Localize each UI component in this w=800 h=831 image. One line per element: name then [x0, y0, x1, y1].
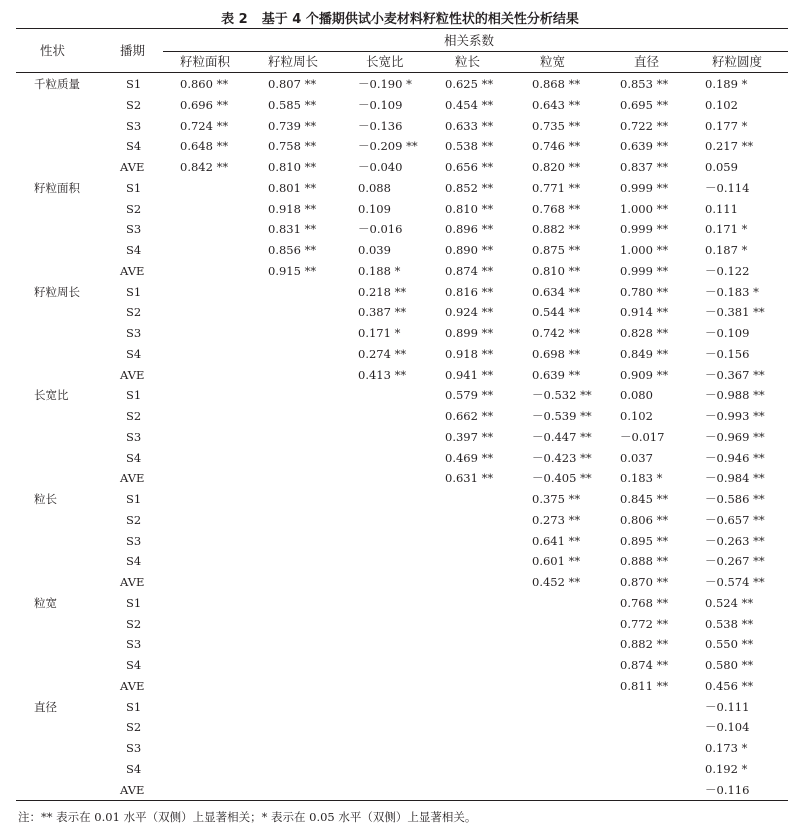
column-header: 粒宽: [540, 54, 566, 69]
correlation-value: －0.984 **: [705, 471, 765, 486]
period-label: S4: [126, 450, 142, 465]
correlation-value: 1.000 **: [620, 201, 669, 216]
period-label: S2: [126, 201, 142, 216]
correlation-value: 0.820 **: [532, 160, 581, 174]
correlation-value: 0.845 **: [620, 492, 669, 506]
period-label: AVE: [120, 575, 145, 589]
correlation-value: 0.413 **: [358, 367, 407, 382]
correlation-value: 0.633 **: [445, 118, 494, 133]
correlation-value: 0.780 **: [620, 284, 669, 299]
correlation-value: 0.837 **: [620, 160, 669, 174]
correlation-value: 0.102: [705, 97, 738, 112]
correlation-value: 0.183 *: [620, 471, 663, 486]
table-title: 基于 4 个播期供试小麦材料籽粒性状的相关性分析结果: [261, 12, 579, 27]
trait-label: 籽粒周长: [34, 284, 80, 299]
correlation-value: 0.037: [620, 450, 653, 465]
correlation-value: －0.122: [705, 263, 750, 278]
correlation-value: 0.580 **: [705, 658, 754, 672]
period-label: S1: [126, 77, 142, 91]
period-label: S4: [126, 554, 142, 569]
correlation-value: 0.579 **: [445, 388, 494, 403]
period-label: AVE: [120, 160, 145, 174]
bottom-rule: [16, 800, 788, 801]
correlation-value: －0.405 **: [532, 471, 592, 486]
correlation-value: －0.190 *: [358, 77, 412, 91]
correlation-value: 0.924 **: [445, 305, 494, 320]
correlation-value: －0.136: [358, 118, 403, 133]
period-label: S1: [126, 595, 142, 610]
correlation-value: 0.662 **: [445, 409, 494, 423]
correlation-value: －0.367 **: [705, 367, 765, 382]
correlation-value: 0.849 **: [620, 346, 669, 361]
correlation-value: －0.988 **: [705, 388, 765, 403]
period-label: S2: [126, 512, 142, 527]
correlation-value: －0.532 **: [532, 388, 592, 403]
correlation-value: 0.831 **: [268, 222, 317, 237]
correlation-value: 0.860 **: [180, 77, 229, 91]
correlation-value: 0.111: [705, 201, 738, 216]
trait-label: 籽粒面积: [34, 180, 80, 195]
correlation-value: 0.771 **: [532, 180, 581, 195]
correlation-value: 0.758 **: [268, 139, 317, 154]
correlation-value: 0.188 *: [358, 263, 401, 278]
correlation-value: 0.080: [620, 388, 653, 403]
correlation-value: 0.643 **: [532, 97, 581, 112]
correlation-value: 0.890 **: [445, 243, 494, 257]
correlation-value: 0.585 **: [268, 97, 317, 112]
correlation-value: 0.914 **: [620, 305, 669, 320]
correlation-value: 0.656 **: [445, 160, 494, 174]
correlation-value: 0.273 **: [532, 512, 581, 527]
correlation-value: 0.550 **: [705, 637, 754, 652]
correlation-value: 0.059: [705, 160, 738, 174]
correlation-value: 0.816 **: [445, 284, 494, 299]
correlation-value: 1.000 **: [620, 243, 669, 257]
correlation-value: －0.116: [705, 782, 750, 797]
correlation-value: 0.882 **: [620, 637, 669, 652]
correlation-value: －0.104: [705, 720, 750, 735]
correlation-value: 0.648 **: [180, 139, 229, 154]
header-rule: [16, 72, 788, 73]
correlation-value: －0.109: [705, 326, 750, 340]
table-note: 注：** 表示在 0.01 水平（双侧）上显著相关；* 表示在 0.05 水平（双侧）上显著相关。: [18, 810, 477, 824]
trait-label: 粒宽: [34, 595, 57, 610]
correlation-value: 0.868 **: [532, 77, 581, 91]
correlation-value: 0.173 *: [705, 741, 748, 755]
period-label: S3: [126, 326, 142, 340]
trait-label: 长宽比: [34, 388, 69, 403]
correlation-value: 0.187 *: [705, 243, 748, 257]
correlation-value: －0.993 **: [705, 409, 765, 423]
correlation-value: 0.999 **: [620, 263, 669, 278]
correlation-value: 0.852 **: [445, 180, 494, 195]
period-label: S3: [126, 429, 142, 444]
correlation-value: －0.946 **: [705, 450, 765, 465]
period-label: AVE: [120, 367, 145, 382]
period-label: S1: [126, 284, 142, 299]
correlation-value: 0.842 **: [180, 160, 229, 174]
header-group: 相关系数: [444, 33, 495, 48]
correlation-value: －0.969 **: [705, 429, 765, 444]
correlation-value: －0.657 **: [705, 512, 765, 527]
correlation-value: 0.538 **: [445, 139, 494, 154]
correlation-value: －0.574 **: [705, 575, 765, 589]
correlation-value: 0.909 **: [620, 367, 669, 382]
correlation-value: 0.639 **: [620, 139, 669, 154]
column-header: 籽粒圆度: [712, 54, 763, 69]
period-label: S1: [126, 388, 142, 403]
correlation-value: 0.772 **: [620, 616, 669, 631]
period-label: S2: [126, 720, 142, 735]
trait-label: 粒长: [34, 492, 57, 506]
correlation-value: －0.586 **: [705, 492, 765, 506]
correlation-value: －0.263 **: [705, 533, 765, 548]
correlation-value: －0.423 **: [532, 450, 592, 465]
trait-label: 直径: [34, 699, 57, 714]
correlation-value: 0.742 **: [532, 326, 581, 340]
correlation-value: 0.739 **: [268, 118, 317, 133]
column-header: 直径: [634, 54, 660, 69]
correlation-value: －0.267 **: [705, 554, 765, 569]
correlation-value: 0.189 *: [705, 77, 748, 91]
correlation-value: 0.544 **: [532, 305, 581, 320]
correlation-value: 0.882 **: [532, 222, 581, 237]
table-caption: [0, 8, 800, 27]
correlation-value: 0.801 **: [268, 180, 317, 195]
correlation-value: 0.469 **: [445, 450, 494, 465]
correlation-value: 0.171 *: [358, 326, 401, 340]
correlation-value: －0.447 **: [532, 429, 592, 444]
correlation-value: 0.039: [358, 243, 391, 257]
period-label: S2: [126, 409, 142, 423]
top-rule: [16, 28, 788, 29]
table-number: 表 2: [221, 12, 248, 27]
period-label: S2: [126, 97, 142, 112]
period-label: S3: [126, 533, 142, 548]
correlation-value: 0.375 **: [532, 492, 581, 506]
correlation-value: 0.698 **: [532, 346, 581, 361]
period-label: S3: [126, 637, 142, 652]
correlation-value: 0.768 **: [620, 595, 669, 610]
correlation-value: 0.454 **: [445, 97, 494, 112]
period-label: S1: [126, 492, 142, 506]
correlation-value: 0.217 **: [705, 139, 754, 154]
correlation-value: 0.639 **: [532, 367, 581, 382]
correlation-value: 0.109: [358, 201, 391, 216]
correlation-value: －0.381 **: [705, 305, 765, 320]
correlation-value: 0.810 **: [268, 160, 317, 174]
correlation-value: 0.874 **: [620, 658, 669, 672]
correlation-value: 0.218 **: [358, 284, 407, 299]
correlation-value: 0.524 **: [705, 595, 754, 610]
column-header: 籽粒面积: [180, 54, 231, 69]
correlation-value: 0.768 **: [532, 201, 581, 216]
correlation-value: 0.899 **: [445, 326, 494, 340]
correlation-value: 0.746 **: [532, 139, 581, 154]
period-label: S3: [126, 222, 142, 237]
correlation-value: 0.875 **: [532, 243, 581, 257]
correlation-value: 0.811 **: [620, 678, 669, 693]
period-label: S4: [126, 243, 142, 257]
period-label: S4: [126, 346, 142, 361]
period-label: S2: [126, 616, 142, 631]
column-header: 长宽比: [366, 54, 404, 69]
correlation-value: 0.888 **: [620, 554, 669, 569]
period-label: AVE: [120, 782, 145, 797]
correlation-value: －0.040: [358, 160, 403, 174]
correlation-value: 0.634 **: [532, 284, 581, 299]
correlation-value: 0.810 **: [532, 263, 581, 278]
correlation-value: －0.156: [705, 346, 750, 361]
correlation-value: 0.999 **: [620, 222, 669, 237]
correlation-value: －0.539 **: [532, 409, 592, 423]
correlation-value: 0.601 **: [532, 554, 581, 569]
period-label: S1: [126, 180, 142, 195]
period-label: S2: [126, 305, 142, 320]
header-trait: 性状: [40, 43, 66, 58]
correlation-value: 0.274 **: [358, 346, 407, 361]
correlation-value: 0.915 **: [268, 263, 317, 278]
correlation-value: 0.456 **: [705, 678, 754, 693]
correlation-value: 0.810 **: [445, 201, 494, 216]
correlation-value: －0.016: [358, 222, 403, 237]
period-label: S4: [126, 658, 142, 672]
correlation-value: 0.696 **: [180, 97, 229, 112]
period-label: S1: [126, 699, 142, 714]
correlation-value: 0.724 **: [180, 118, 229, 133]
correlation-value: 0.631 **: [445, 471, 494, 486]
correlation-value: 0.088: [358, 180, 391, 195]
correlation-value: －0.111: [705, 699, 750, 714]
period-label: S4: [126, 139, 142, 154]
correlation-value: 0.722 **: [620, 118, 669, 133]
correlation-value: －0.017: [620, 429, 665, 444]
trait-label: 千粒质量: [34, 77, 80, 91]
column-header: 粒长: [455, 54, 481, 69]
column-header: 籽粒周长: [268, 54, 319, 69]
correlation-value: 0.853 **: [620, 77, 669, 91]
correlation-value: 0.177 *: [705, 118, 748, 133]
correlation-value: 0.874 **: [445, 263, 494, 278]
correlation-value: 0.918 **: [445, 346, 494, 361]
correlation-value: 0.856 **: [268, 243, 317, 257]
correlation-value: 0.387 **: [358, 305, 407, 320]
correlation-value: 0.192 *: [705, 761, 748, 776]
correlation-value: 0.452 **: [532, 575, 581, 589]
header-period: 播期: [120, 43, 146, 58]
correlation-value: 0.895 **: [620, 533, 669, 548]
correlation-value: 0.397 **: [445, 429, 494, 444]
correlation-value: －0.183 *: [705, 284, 759, 299]
correlation-value: 0.806 **: [620, 512, 669, 527]
correlation-value: 0.896 **: [445, 222, 494, 237]
correlation-value: －0.209 **: [358, 139, 418, 154]
period-label: S3: [126, 118, 142, 133]
correlation-value: 0.538 **: [705, 616, 754, 631]
period-label: AVE: [120, 678, 145, 693]
correlation-value: 0.625 **: [445, 77, 494, 91]
correlation-value: －0.109: [358, 97, 403, 112]
correlation-value: 0.102: [620, 409, 653, 423]
period-label: AVE: [120, 263, 145, 278]
group-header-rule: [163, 51, 788, 52]
period-label: AVE: [120, 471, 145, 486]
correlation-value: 0.807 **: [268, 77, 317, 91]
correlation-value: 0.918 **: [268, 201, 317, 216]
correlation-value: 0.999 **: [620, 180, 669, 195]
correlation-value: 0.171 *: [705, 222, 748, 237]
correlation-value: 0.870 **: [620, 575, 669, 589]
correlation-value: 0.828 **: [620, 326, 669, 340]
correlation-value: 0.641 **: [532, 533, 581, 548]
period-label: S4: [126, 761, 142, 776]
correlation-value: 0.695 **: [620, 97, 669, 112]
correlation-value: －0.114: [705, 180, 750, 195]
correlation-value: 0.941 **: [445, 367, 494, 382]
correlation-value: 0.735 **: [532, 118, 581, 133]
period-label: S3: [126, 741, 142, 755]
